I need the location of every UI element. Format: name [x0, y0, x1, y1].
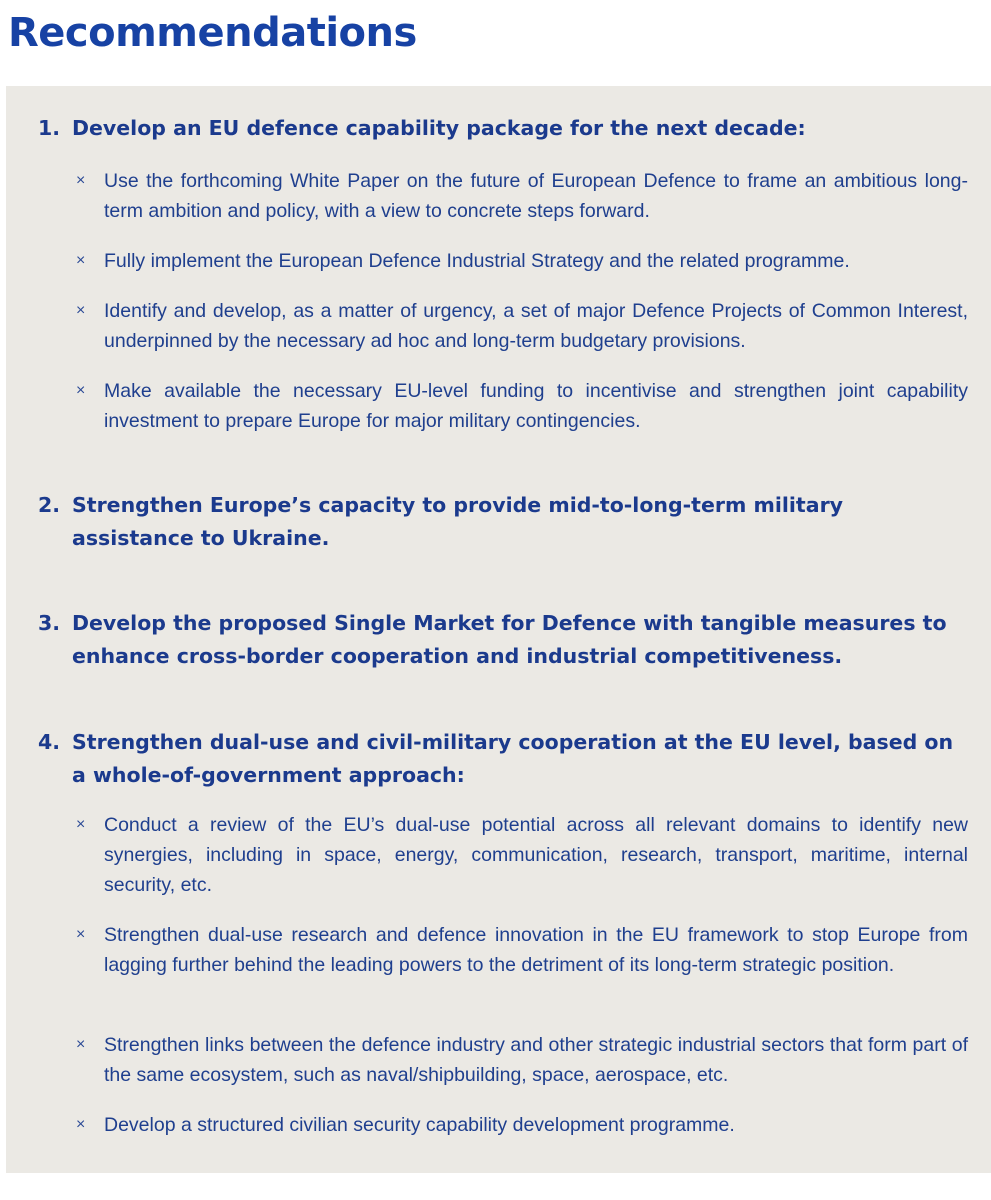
recommendation-heading	[38, 726, 968, 792]
bullet-text: Make available the necessary EU-level funding to incentivise and strengthen joint capability investment to prepare Europe for major military contingencies.	[104, 380, 968, 432]
list-item	[38, 246, 968, 276]
list-item	[38, 920, 968, 980]
bullet-cross-icon: ×	[76, 172, 86, 189]
bullet-cross-icon: ×	[76, 1116, 86, 1133]
recommendation-heading-text: Develop the proposed Single Market for Defence with tangible measures to enhance cross-border cooperation and industrial competitiveness.	[72, 611, 947, 668]
recommendation-heading	[38, 489, 968, 555]
bullet-cross-icon: ×	[76, 816, 86, 833]
recommendation-1	[38, 112, 968, 432]
recommendation-heading-text: Develop an EU defence capability package for the next decade:	[72, 116, 806, 140]
recommendation-3	[38, 607, 968, 673]
bullet-cross-icon: ×	[76, 252, 86, 269]
list-item	[38, 810, 968, 900]
list-item	[38, 296, 968, 356]
recommendation-heading-text: Strengthen dual-use and civil-military cooperation at the EU level, based on a whole-of-government approach:	[72, 730, 954, 787]
bullet-text: Conduct a review of the EU’s dual-use potential across all relevant domains to identify new synergies, including in space, energy, communication, research, transport, maritime, internal security, etc.	[104, 814, 968, 896]
bullet-text: Strengthen links between the defence industry and other strategic industrial sectors that form part of the same ecosystem, such as naval/shipbuilding, space, aerospace, etc.	[104, 1034, 968, 1086]
list-item	[38, 1030, 968, 1090]
bullet-text: Strengthen dual-use research and defence innovation in the EU framework to stop Europe from lagging further behind the leading powers to the detriment of its long-term strategic position.	[104, 924, 968, 976]
bullet-cross-icon: ×	[76, 1036, 86, 1053]
recommendation-4	[38, 726, 968, 1136]
bullet-cross-icon: ×	[76, 302, 86, 319]
recommendation-heading	[38, 607, 968, 673]
recommendations-panel	[6, 86, 991, 1173]
recommendation-number: 1.	[38, 116, 61, 140]
recommendation-number: 3.	[38, 611, 61, 635]
bullet-cross-icon: ×	[76, 382, 86, 399]
recommendation-number: 4.	[38, 730, 61, 754]
bullet-text: Use the forthcoming White Paper on the future of European Defence to frame an ambitious long-term ambition and policy, with a view to concrete steps forward.	[104, 170, 968, 222]
list-item	[38, 166, 968, 226]
recommendation-heading-text: Strengthen Europe’s capacity to provide mid-to-long-term military assistance to Ukraine.	[72, 493, 844, 550]
bullet-cross-icon: ×	[76, 926, 86, 943]
recommendation-heading	[38, 112, 968, 145]
bullet-text: Fully implement the European Defence Industrial Strategy and the related programme.	[104, 250, 850, 272]
list-item	[38, 1110, 968, 1140]
bullet-text: Develop a structured civilian security capability development programme.	[104, 1114, 735, 1136]
bullet-text: Identify and develop, as a matter of urgency, a set of major Defence Projects of Common Interest, underpinned by the necessary ad hoc and long-term budgetary provisions.	[104, 300, 968, 352]
page-title: Recommendations	[8, 10, 417, 56]
recommendation-number: 2.	[38, 493, 61, 517]
recommendation-2	[38, 489, 968, 555]
list-item	[38, 376, 968, 436]
